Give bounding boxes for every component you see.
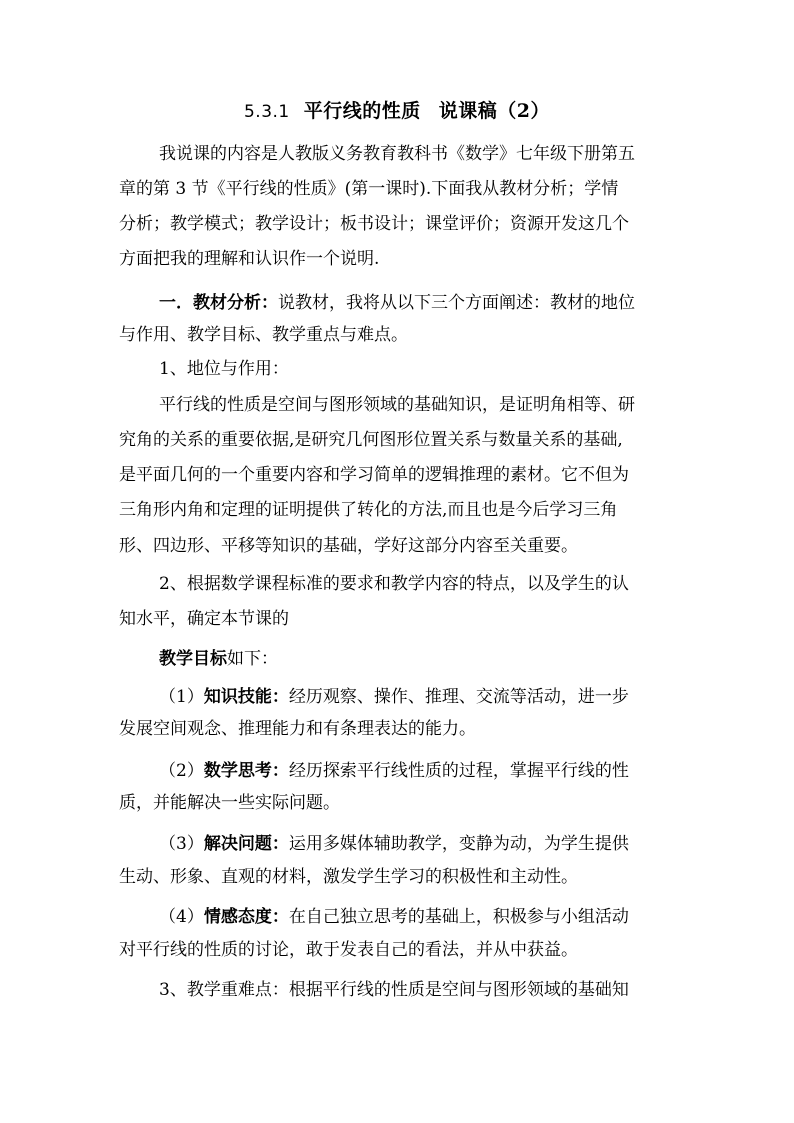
goal-3-text: 运用多媒体辅助教学，变静为动，为学生提供 (288, 834, 629, 854)
sub1-heading: 1、地位与作用： (159, 359, 289, 379)
goal-2-text: 经历探索平行线性质的过程，掌握平行线的性 (288, 761, 629, 781)
goal-3-index: （3） (159, 834, 204, 854)
goal-4-label: 情感态度： (203, 907, 289, 927)
sub2-line-2: 知水平，确定本节课的 (119, 609, 289, 629)
sub1-line-5: 形、四边形、平移等知识的基础，学好这部分内容至关重要。 (119, 536, 578, 556)
goal-1-index: （1） (159, 687, 204, 707)
goals-heading-rest: 如下： (227, 649, 278, 669)
goal-2-index: （2） (159, 761, 204, 781)
goal-1-text: 经历观察、操作、推理、交流等活动，进一步 (288, 687, 629, 707)
goal-3-line-2: 生动、形象、直观的材料，激发学生学习的积极性和主动性。 (119, 867, 578, 887)
sub1-line-2: 究角的关系的重要依据,是研究几何图形位置关系与数量关系的基础, (119, 430, 623, 450)
goal-4-line-2: 对平行线的性质的讨论，敢于发表自己的看法，并从中获益。 (119, 940, 578, 960)
page-title (0, 97, 794, 125)
goals-heading-bold: 教学目标 (159, 649, 227, 669)
title-main: 平行线的性质 (303, 100, 421, 122)
section1-heading: 一．教材分析： (159, 293, 278, 313)
goal-1-label: 知识技能： (203, 687, 289, 707)
intro-line-4: 方面把我的理解和认识作一个说明. (119, 249, 380, 269)
section1-line-2: 与作用、教学目标、教学重点与难点。 (119, 325, 408, 345)
goal-4-index: （4） (159, 907, 204, 927)
goal-2-label: 数学思考： (203, 761, 289, 781)
sub1-line-3: 是平面几何的一个重要内容和学习简单的逻辑推理的素材。它不但为 (119, 465, 629, 485)
intro-line-2: 章的第 3 节《平行线的性质》(第一课时).下面我从教材分析；学情 (119, 179, 619, 199)
goal-2-line-2: 质，并能解决一些实际问题。 (119, 793, 340, 813)
goal-3-line-1 (159, 830, 679, 858)
intro-line-1: 我说课的内容是人教版义务教育教科书《数学》七年级下册第五 (159, 144, 635, 164)
goal-1-line-1 (159, 683, 679, 711)
goal-3-label: 解决问题： (203, 834, 289, 854)
title-sub: 说课稿（2） (438, 100, 550, 122)
title-number: 5.3.1 (243, 102, 290, 122)
sub1-line-4: 三角形内角和定理的证明提供了转化的方法,而且也是今后学习三角 (119, 500, 618, 520)
sub3-line-1: 3、教学重难点：根据平行线的性质是空间与图形领域的基础知 (159, 980, 629, 1000)
section1-line-1 (159, 289, 679, 317)
goal-2-line-1 (159, 757, 679, 785)
intro-line-3: 分析；教学模式；教学设计；板书设计；课堂评价；资源开发这几个 (119, 214, 629, 234)
sub1-line-1: 平行线的性质是空间与图形领域的基础知识，是证明角相等、研 (159, 395, 635, 415)
goal-4-line-1 (159, 903, 679, 931)
goal-4-text: 在自己独立思考的基础上，积极参与小组活动 (288, 907, 629, 927)
goals-heading (159, 645, 679, 673)
goal-1-line-2: 发展空间观念、推理能力和有条理表达的能力。 (119, 719, 476, 739)
sub2-line-1: 2、根据数学课程标准的要求和教学内容的特点，以及学生的认 (159, 574, 629, 594)
section1-text: 说教材，我将从以下三个方面阐述：教材的地位 (278, 293, 635, 313)
